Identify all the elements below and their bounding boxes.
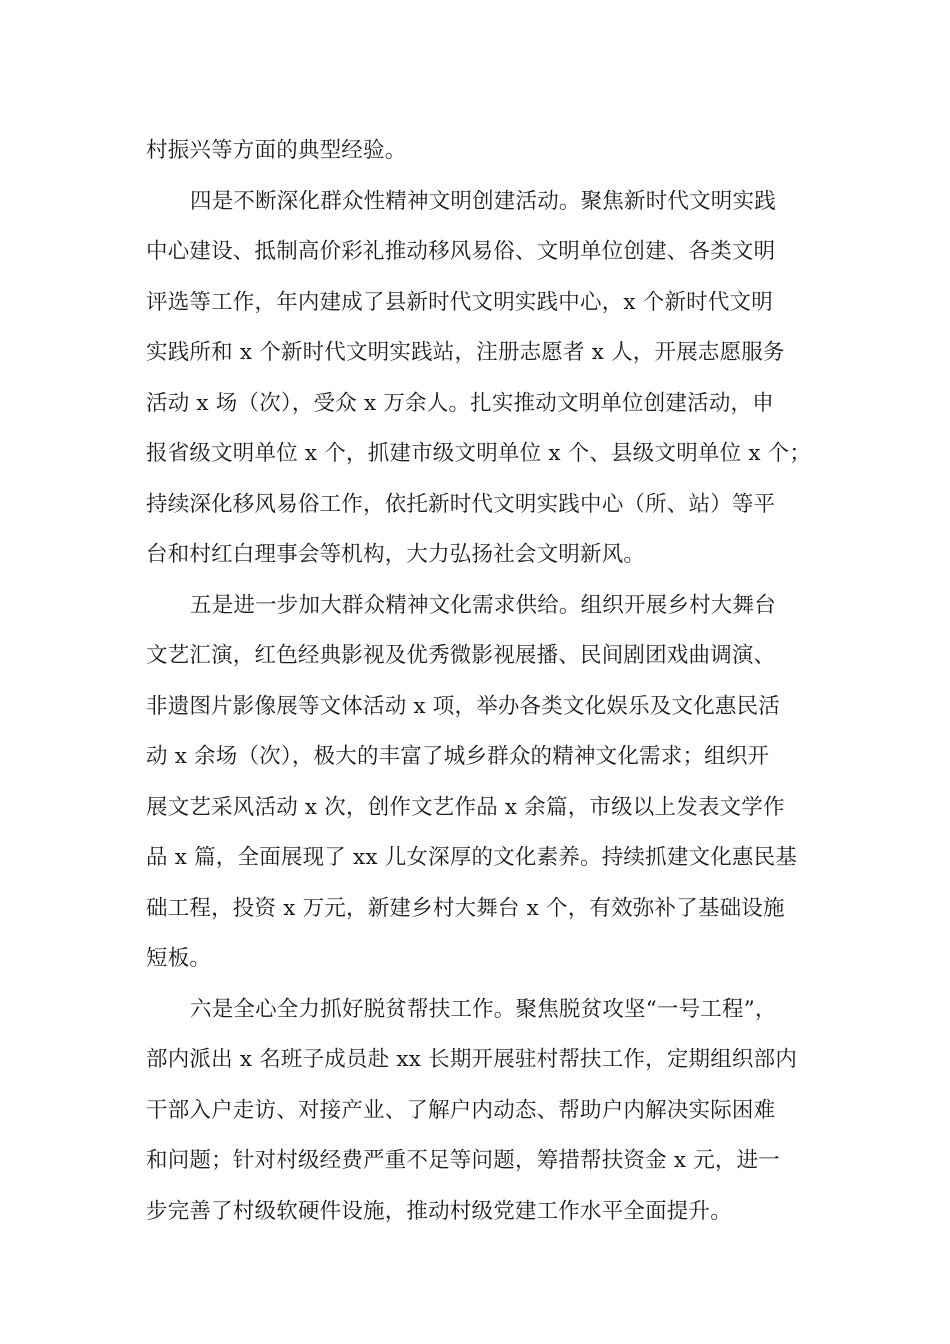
paragraph-3 (146, 581, 806, 985)
text-line: 五是进一步加大群众精神文化需求供给。组织开展乡村大舞台 (190, 592, 776, 618)
text-line: 展文艺采风活动 x 次，创作文艺作品 x 余篇，市级以上发表文学作 (146, 794, 785, 820)
text-line: 四是不断深化群众性精神文明创建活动。聚焦新时代文明实践 (190, 188, 776, 214)
text-line: 持续深化移风易俗工作，依托新时代文明实践中心（所、站）等平 (146, 491, 776, 517)
text-line: 文艺汇演，红色经典影视及优秀微影视展播、民间剧团戏曲调演、 (146, 643, 776, 668)
text-line: 活动 x 场（次），受众 x 万余人。扎实推动文明单位创建活动，申 (146, 390, 774, 416)
paragraph-4 (146, 985, 806, 1238)
text-line: 短板。 (146, 946, 212, 971)
text-line: 非遗图片影像展等文体活动 x 项，举办各类文化娱乐及文化惠民活 (146, 693, 780, 719)
text-line: 台和村红白理事会等机构，大力弘扬社会文明新风。 (146, 542, 646, 567)
text-line: 报省级文明单位 x 个，抓建市级文明单位 x 个、县级文明单位 x 个； (146, 441, 812, 466)
text-line: 中心建设、抵制高价彩礼推动移风易俗、文明单位创建、各类文明 (146, 239, 776, 264)
text-line: 干部入户走访、对接产业、了解户内动态、帮助户内解决实际困难 (146, 1097, 776, 1123)
text-line: 础工程，投资 x 万元，新建乡村大舞台 x 个，有效弥补了基础设施 (146, 895, 785, 921)
paragraph-2 (146, 177, 812, 581)
text-line: 评选等工作，年内建成了县新时代文明实践中心，x 个新时代文明 (146, 289, 773, 315)
text-line: 动 x 余场（次），极大的丰富了城乡群众的精神文化需求；组织开 (146, 744, 770, 769)
text-line: 实践所和 x 个新时代文明实践站，注册志愿者 x 人，开展志愿服务 (146, 340, 785, 365)
text-line: 部内派出 x 名班子成员赴 xx 长期开展驻村帮扶工作，定期组织部内 (146, 1047, 798, 1072)
text-line: 品 x 篇，全面展现了 xx 儿女深厚的文化素养。持续抓建文化惠民基 (146, 845, 798, 870)
text-line: 六是全心全力抓好脱贫帮扶工作。聚焦脱贫攻坚“一号工程”， (190, 996, 777, 1022)
text-line: 村振兴等方面的典型经验。 (146, 138, 407, 163)
paragraph-1 (146, 126, 806, 177)
text-line: 步完善了村级软硬件设施，推动村级党建工作水平全面提升。 (146, 1198, 732, 1224)
document-body (146, 126, 812, 1237)
text-line: 和问题；针对村级经费严重不足等问题，筹措帮扶资金 x 元，进一 (146, 1148, 780, 1173)
